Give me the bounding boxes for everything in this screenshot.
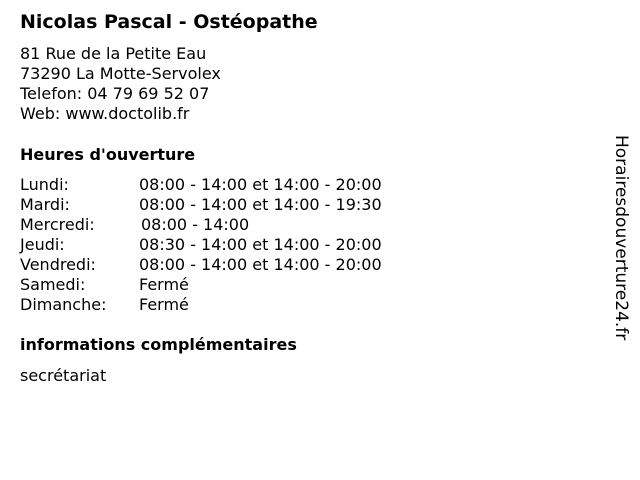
hours-value: Fermé bbox=[139, 295, 189, 314]
address-block bbox=[20, 44, 221, 124]
day-label: Mercredi: bbox=[20, 215, 95, 234]
day-label: Samedi: bbox=[20, 275, 86, 294]
city-address: 73290 La Motte-Servolex bbox=[20, 64, 221, 83]
hours-value: 08:00 - 14:00 bbox=[141, 215, 250, 234]
street-address: 81 Rue de la Petite Eau bbox=[20, 44, 207, 63]
day-label: Vendredi: bbox=[20, 255, 96, 274]
hours-value: Fermé bbox=[139, 275, 189, 294]
watermark-text: Horairesdouverture24.fr bbox=[611, 135, 631, 341]
hours-value: 08:30 - 14:00 et 14:00 - 20:00 bbox=[139, 235, 382, 254]
day-label: Jeudi: bbox=[20, 235, 65, 254]
page-title: Nicolas Pascal - Ostéopathe bbox=[20, 11, 318, 33]
info-text: secrétariat bbox=[20, 366, 107, 385]
day-label: Lundi: bbox=[20, 175, 69, 194]
website: Web: www.doctolib.fr bbox=[20, 104, 190, 123]
hours-value: 08:00 - 14:00 et 14:00 - 19:30 bbox=[139, 195, 382, 214]
phone-number: Telefon: 04 79 69 52 07 bbox=[20, 84, 210, 103]
info-heading: informations complémentaires bbox=[20, 335, 297, 354]
day-label: Dimanche: bbox=[20, 295, 107, 314]
hours-value: 08:00 - 14:00 et 14:00 - 20:00 bbox=[139, 255, 382, 274]
day-label: Mardi: bbox=[20, 195, 70, 214]
hours-value: 08:00 - 14:00 et 14:00 - 20:00 bbox=[139, 175, 382, 194]
hours-heading: Heures d'ouverture bbox=[20, 145, 196, 164]
